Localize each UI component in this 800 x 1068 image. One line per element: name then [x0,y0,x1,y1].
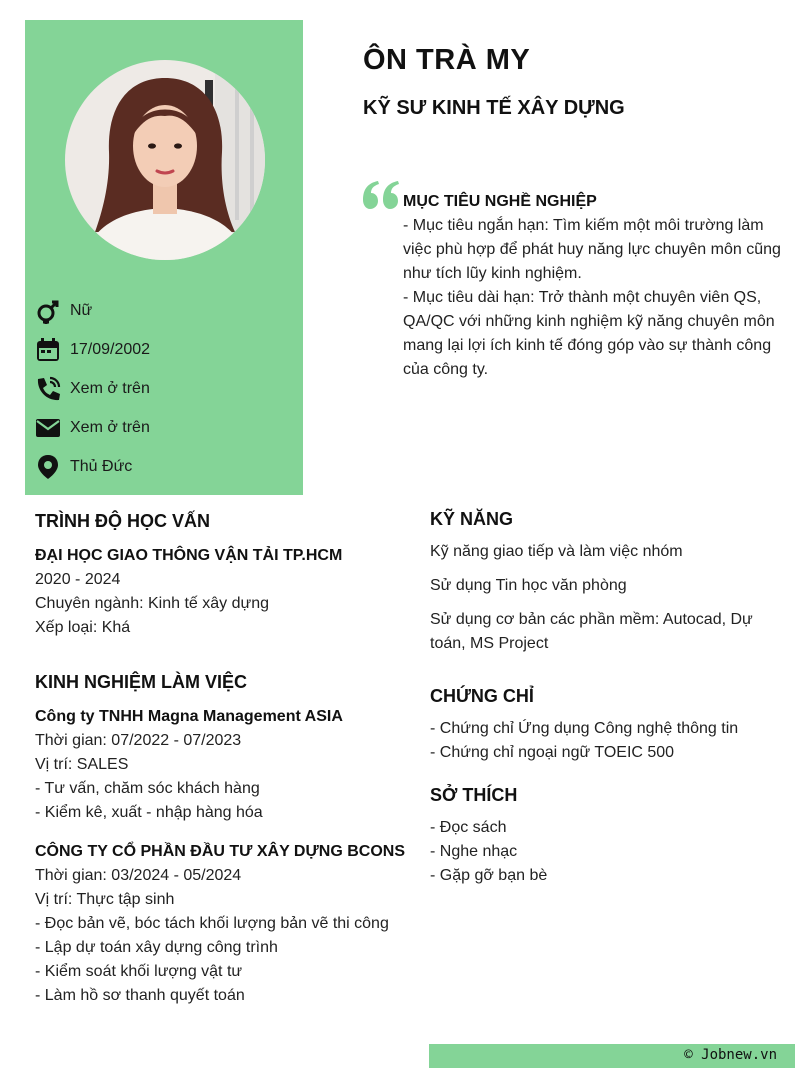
objective-line: việc phù hợp để phát huy năng lực chuyên môn cũng [403,241,781,258]
education-line: Xếp loại: Khá [35,619,131,636]
skill-line: Sử dụng cơ bản các phần mềm: Autocad, Dự [430,611,753,628]
footer-bar [429,1044,795,1068]
job-line: - Làm hồ sơ thanh quyết toán [35,987,245,1004]
gender-icon [35,298,61,324]
job-line: Thời gian: 03/2024 - 05/2024 [35,867,242,884]
contact-gender [35,297,295,325]
education-details [35,568,269,640]
job-line: Thời gian: 07/2022 - 07/2023 [35,732,242,749]
contact-address [35,453,295,481]
certificates-list [430,717,738,765]
profile-sidebar [25,20,303,495]
job-line: Vị trí: Thực tập sinh [35,891,175,908]
skill-item [430,608,753,656]
avatar [65,60,265,260]
candidate-name: ÔN TRÀ MY [363,44,531,76]
education-line: 2020 - 2024 [35,571,121,588]
gender-value: Nữ [70,302,93,319]
hobbies-list [430,816,547,888]
job-line: - Tư vấn, chăm sóc khách hàng [35,780,260,797]
mail-icon [35,415,61,441]
job-line: - Lập dự toán xây dựng công trình [35,939,278,956]
skill-item: Sử dụng Tin học văn phòng [430,577,627,594]
address-value: Thủ Đức [70,458,133,475]
skill-line: toán, MS Project [430,635,549,652]
objective-line: - Mục tiêu dài hạn: Trở thành một chuyên viên QS, [403,289,762,306]
objective-line: QA/QC với những kinh nghiệm kỹ năng chuyên môn [403,313,775,330]
contact-phone [35,375,295,403]
job-details [35,729,263,825]
objective-heading: MỤC TIÊU NGHỀ NGHIỆP [403,193,597,210]
job-line: - Đọc bản vẽ, bóc tách khối lượng bản vẽ thi công [35,915,389,932]
hobby-item: - Gặp gỡ bạn bè [430,867,548,884]
company-name: Công ty TNHH Magna Management ASIA [35,708,343,725]
skills-heading: KỸ NĂNG [430,509,514,529]
objective-text [403,214,783,382]
contact-email [35,414,295,442]
footer-watermark: © Jobnew.vn [684,1047,777,1063]
experience-heading: KINH NGHIỆM LÀM VIỆC [35,672,248,692]
school-name: ĐẠI HỌC GIAO THÔNG VẬN TẢI TP.HCM [35,547,343,564]
objective-line: của công ty. [403,361,489,378]
job-title: KỸ SƯ KINH TẾ XÂY DỰNG [363,97,625,119]
avatar-photo [65,60,265,260]
contact-birthday [35,336,295,364]
calendar-icon [35,337,61,363]
email-value: Xem ở trên [70,419,150,436]
certificate-item: - Chứng chỉ ngoại ngữ TOEIC 500 [430,744,675,761]
certificate-item: - Chứng chỉ Ứng dụng Công nghệ thông tin [430,720,739,737]
skill-item: Kỹ năng giao tiếp và làm việc nhóm [430,543,683,560]
phone-icon [35,376,61,402]
education-heading: TRÌNH ĐỘ HỌC VẤN [35,511,210,531]
job-details [35,864,389,1008]
hobby-item: - Nghe nhạc [430,843,518,860]
job-line: - Kiểm kê, xuất - nhập hàng hóa [35,804,263,821]
objective-line: - Mục tiêu ngắn hạn: Tìm kiếm một môi trường làm [403,217,764,234]
objective-line: như tích lũy kinh nghiệm. [403,265,582,282]
job-line: - Kiểm soát khối lượng vật tư [35,963,243,980]
company-name: CÔNG TY CỔ PHẦN ĐẦU TƯ XÂY DỰNG BCONS [35,843,405,860]
education-line: Chuyên ngành: Kinh tế xây dựng [35,595,269,612]
hobbies-heading: SỞ THÍCH [430,785,518,805]
certificates-heading: CHỨNG CHỈ [430,686,534,706]
hobby-item: - Đọc sách [430,819,507,836]
job-line: Vị trí: SALES [35,756,129,773]
location-pin-icon [35,454,61,480]
quote-icon [362,180,400,210]
objective-line: mang lại lợi ích kinh tế đóng góp vào sự thành công [403,337,772,354]
birthday-value: 17/09/2002 [70,341,151,358]
phone-value: Xem ở trên [70,380,150,397]
